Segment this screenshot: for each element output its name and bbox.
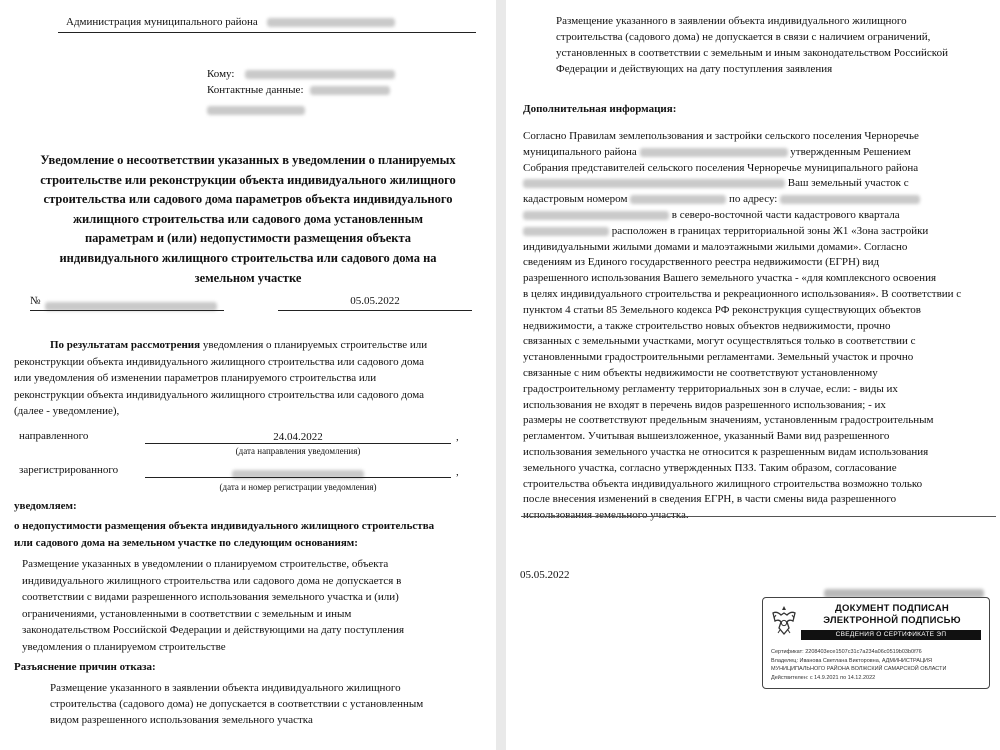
admin-header: Администрация муниципального района bbox=[66, 15, 395, 30]
redacted-text bbox=[207, 106, 305, 115]
badge-cert-bar: СВЕДЕНИЯ О СЕРТИФИКАТЕ ЭП bbox=[801, 630, 981, 640]
document-page-1 bbox=[0, 0, 496, 750]
extra-info-text: Согласно Правилам землепользования и застройки сельского поселения Черноречье муниципального района утвержденным Решением Собрания представителей сельского поселения Черноречье муниципального района Ваш земельный участок с кадастровым номером по адресу: в северо-восточной части кадастрового квартала расположен в границах территориальной зоны Ж1 «Зона застройки индивидуальными жилыми домами и малоэтажными жилыми домами». Согласно сведениям из Единого государственного реестра недвижимости (ЕГРН) вид разрешенного использования Вашего земельного участка - «для комплексного освоения в целях индивидуального строительства и рекреационного использования». В соответствии с пунктом 4 статьи 85 Земельного кодекса РФ реконструкция существующих объектов недвижимости, а также строительство новых объектов недвижимости, прочно связанных с земельными участками, могут осуществляться только в соответствии с установленными градостроительными регламентами. Земельный участок и прочно связанные с ним объекты недвижимости не соответствуют установленному градостроительному регламенту территориальных зон в случае, если: - виды их использования не входят в перечень видов разрешенного использования; - их размеры не соответствуют предельным значениям, установленным градостроительным регламентом. Учитывая вышеизложенное, указанный Вами вид разрешенного использования земельного участка не относится к разрешенным видам использования земельного участка, согласно утвержденных ПЗЗ. Таким образом, согласование строительства объекта индивидуального жилищного строительства возможно только после внесения изменений в сведения ЕГРН, в части смены вида разрешенного использования земельного участка. bbox=[523, 130, 962, 522]
doc-number-value bbox=[45, 297, 217, 315]
comma: , bbox=[456, 431, 459, 443]
notify-heading: уведомляем: bbox=[14, 500, 77, 512]
registered-caption: (дата и номер регистрации уведомления) bbox=[219, 482, 377, 492]
explain-heading: Разъяснение причин отказа: bbox=[14, 661, 156, 673]
recipient-line: Кому: bbox=[207, 67, 395, 82]
doc-number-rule bbox=[30, 310, 224, 311]
badge-valid: Действителен: с 14.9.2021 по 14.12.2022 bbox=[771, 675, 876, 681]
registered-value bbox=[232, 465, 364, 483]
redacted-text bbox=[523, 211, 669, 220]
extra-info-heading: Дополнительная информация: bbox=[523, 103, 677, 115]
grounds-heading: о недопустимости размещения объекта индивидуального жилищного строительства или садового дома на земельном участке по следующим основаниям: bbox=[14, 520, 435, 549]
badge-owner-line1: Владелец: Иванова Светлана Викторовна, АДМИНИСТРАЦИЯ bbox=[771, 658, 932, 664]
sent-date: 24.04.2022 bbox=[273, 431, 323, 443]
redacted-text bbox=[523, 227, 609, 236]
badge-title-line2: ЭЛЕКТРОННОЙ ПОДПИСЬЮ bbox=[823, 615, 961, 626]
doc-number-label: № bbox=[30, 295, 41, 307]
sent-label: направленного bbox=[19, 430, 89, 442]
redacted-text bbox=[640, 148, 788, 157]
badge-owner-line2: МУНИЦИПАЛЬНОГО РАЙОНА ВОЛЖСКИЙ САМАРСКОЙ ОБЛАСТИ bbox=[771, 666, 947, 672]
registered-rule bbox=[145, 477, 451, 478]
grounds-text: Размещение указанных в уведомлении о планируемом строительстве, объекта индивидуального жилищного строительства или садового дома не допускается в соответствии с видами разрешенного использования земельного участка и (или) ограничениями, установленными в соответствии с земельным и иным законодательством Российской Федерации и действующими на дату поступления уведомления о планируемом строительстве bbox=[22, 558, 405, 653]
explain-text: Размещение указанного в заявлении объекта индивидуального жилищного строительства (садового дома) не допускается в соответствии с установленным видом разрешенного использования земельного участка bbox=[50, 682, 424, 726]
registered-label: зарегистрированного bbox=[19, 464, 119, 476]
badge-title-line1: ДОКУМЕНТ ПОДПИСАН bbox=[835, 603, 949, 614]
intro-paragraph: По результатам рассмотрения уведомления о планируемых строительстве или реконструкции объекта индивидуального жилищного строительства или садового дома или уведомления об изменении параметров планируемого строительства или реконструкции объекта индивидуального жилищного строительства или садового дома (далее - уведомление), bbox=[14, 339, 428, 418]
badge-cert-number: Сертификат: 2208403ece1507c31c7a234a06c0519b03b0f76 bbox=[771, 649, 922, 655]
document-page-2 bbox=[506, 0, 1000, 750]
notice-title: Уведомление о несоответствии указанных в уведомлении о планируемых строительстве или реконструкции объекта индивидуального жилищного строительства или садового дома параметров объекта индивидуального жилищного строительства или садового дома установленным параметрам и (или) недопустимости размещения объекта индивидуального жилищного строительства или садового дома на земельном участке bbox=[40, 153, 456, 285]
text-end-rule bbox=[521, 516, 996, 517]
e-signature-badge bbox=[762, 597, 990, 689]
redacted-text bbox=[523, 179, 785, 188]
comma: , bbox=[456, 466, 459, 478]
contacts-line: Контактные данные: bbox=[207, 83, 390, 98]
redacted-text bbox=[630, 195, 726, 204]
contacts-email bbox=[207, 101, 305, 119]
sent-caption: (дата направления уведомления) bbox=[235, 446, 361, 456]
footer-date: 05.05.2022 bbox=[520, 569, 570, 581]
header-rule bbox=[58, 32, 476, 33]
doc-date: 05.05.2022 bbox=[350, 295, 400, 307]
redacted-text bbox=[267, 18, 395, 27]
restriction-text: Размещение указанного в заявлении объекта индивидуального жилищного строительства (садового дома) не допускается в связи с наличием ограничений, установленных в соответствии с земельным и иным законодательством Российской Федерации и действующих на дату поступления заявления bbox=[556, 15, 948, 75]
sent-date-rule bbox=[145, 443, 451, 444]
coat-of-arms-icon bbox=[770, 604, 798, 636]
redacted-text bbox=[310, 86, 390, 95]
redacted-text bbox=[780, 195, 920, 204]
redacted-text bbox=[245, 70, 395, 79]
doc-date-rule bbox=[278, 310, 472, 311]
